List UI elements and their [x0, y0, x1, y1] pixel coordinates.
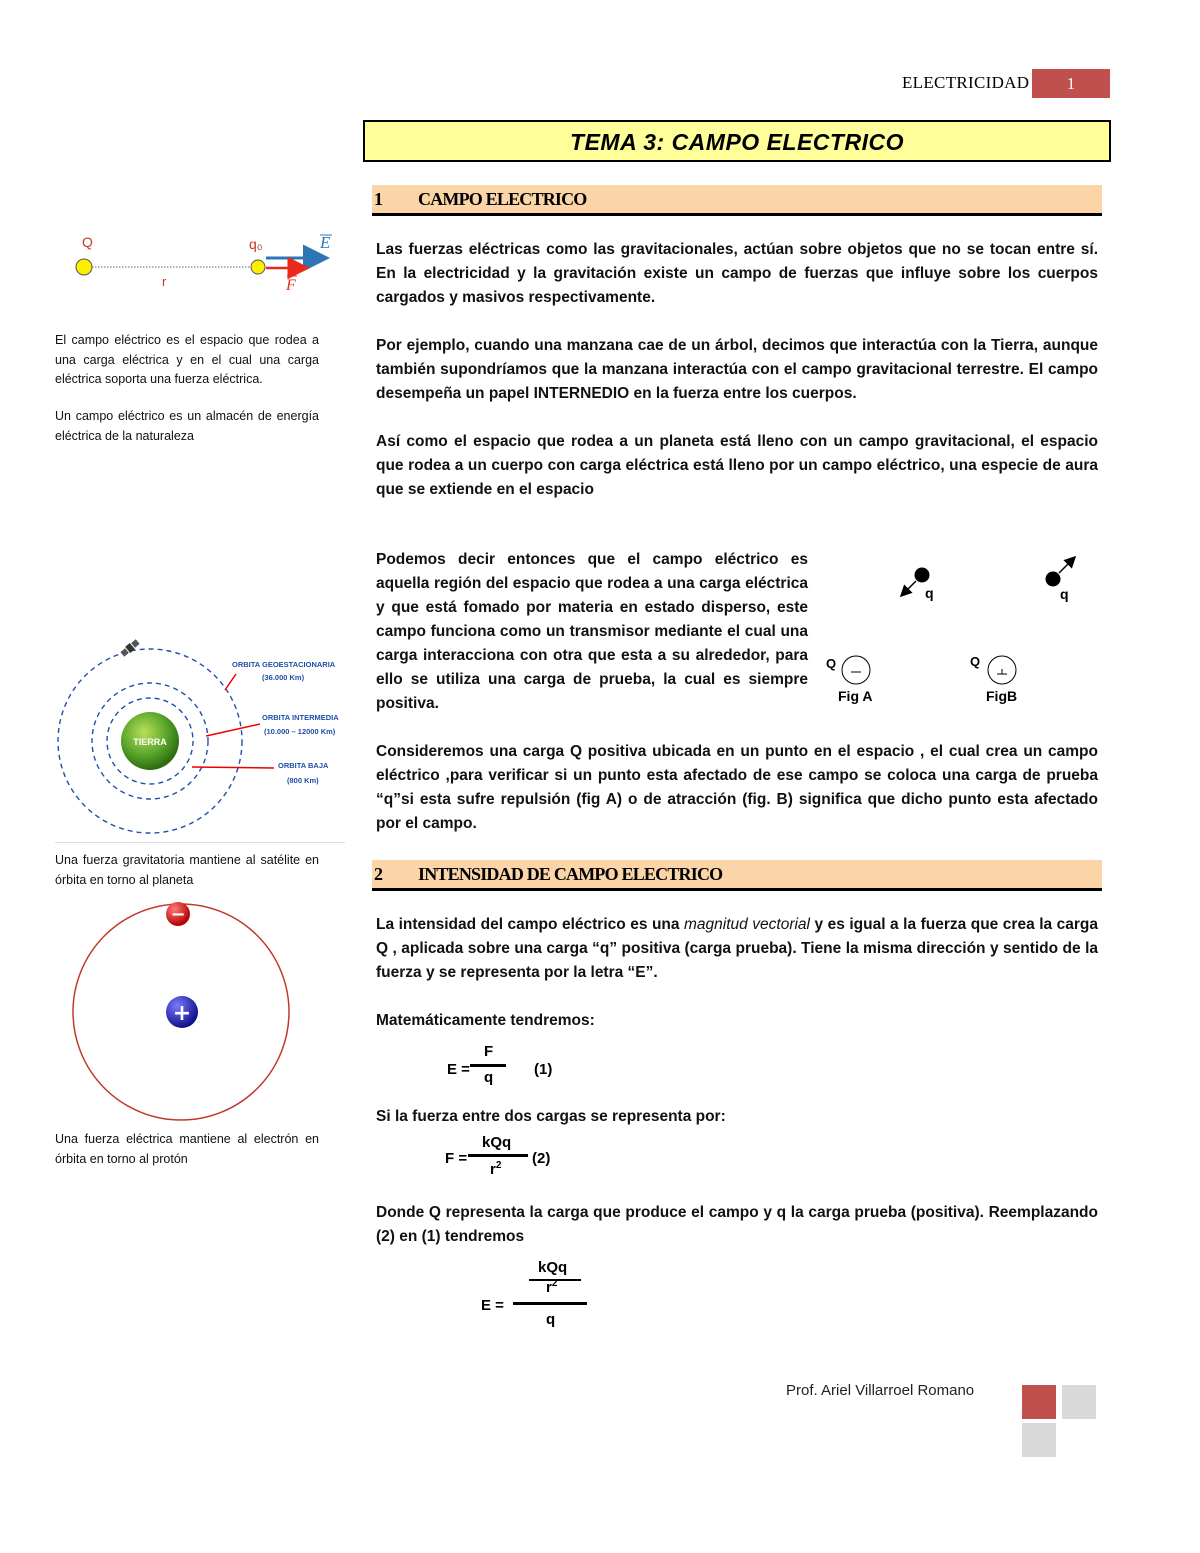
satellite-icon — [120, 639, 140, 658]
formula-1-fraction-line — [470, 1064, 506, 1067]
section-2-p1-start: La intensidad del campo eléctrico es una — [376, 916, 685, 933]
low-orbit-label: ORBITA BAJA — [278, 761, 329, 770]
fig-b-caption: FigB — [986, 688, 1018, 704]
section-2-paragraph-3: Si la fuerza entre dos cargas se representa por: — [376, 1108, 726, 1125]
footer-author: Prof. Ariel Villarroel Romano — [786, 1382, 975, 1399]
repulsion-attraction-diagram — [820, 555, 1090, 715]
section-1-paragraph-1: Las fuerzas eléctricas como las gravitacionales, actúan sobre objetos que no se tocan entre sí. En la electricidad y la gravitación existe un campo de fuerzas que influye sobre los cuerpos cargados y masivos respectivamente. — [376, 241, 1098, 306]
section-2-heading — [372, 860, 1102, 891]
formula-3-r: r — [546, 1279, 552, 1296]
section-1-paragraph-3: Así como el espacio que rodea a un planeta está lleno con un campo gravitacional, el espacio que rodea a un cuerpo con carga eléctrica está lleno por un campo eléctrico, una especie de aura que se extiende en el espacio — [376, 433, 1098, 498]
page-number: 1 — [1032, 69, 1110, 98]
fig-b-q-label: q — [1060, 586, 1069, 602]
footer-square-gray-1 — [1062, 1385, 1096, 1419]
formula-2-denominator — [490, 1160, 501, 1178]
formula-2-lhs: F = — [445, 1150, 468, 1167]
formula-2-exponent: 2 — [495, 1160, 502, 1171]
geostationary-label: ORBITA GEOESTACIONARIA — [232, 660, 336, 669]
test-charge-label: q₀ — [249, 236, 263, 252]
formula-1-tag: (1) — [534, 1061, 553, 1078]
section-2-p1-emphasis: magnitud vectorial — [684, 916, 810, 933]
section-2-p1-end: y es igual a la fuerza que crea la carga Q , aplicada sobre una carga “q” positiva (carga prueba). Tiene la misma dirección y sentido de la fuerza y se representa por la letra “E”. — [376, 916, 1098, 981]
formula-2-tag: (2) — [532, 1150, 551, 1167]
field-vector-label: E — [320, 233, 331, 252]
section-2-paragraph-1 — [376, 913, 1098, 985]
header-title: ELECTRICIDAD — [902, 73, 1030, 92]
formula-3-denominator: q — [546, 1311, 556, 1328]
distance-label: r — [162, 274, 167, 289]
formula-2-numerator: kQq — [482, 1134, 512, 1151]
section-2-number: 2 — [374, 864, 383, 884]
divider — [55, 842, 345, 843]
formula-3-lhs: E = — [481, 1297, 504, 1314]
section-1-heading — [372, 185, 1102, 216]
source-charge — [76, 259, 92, 275]
footer-square-red — [1022, 1385, 1056, 1419]
intermediate-label: ORBITA INTERMEDIA — [262, 713, 339, 722]
section-1-number: 1 — [374, 189, 383, 209]
electron-sign: − — [170, 904, 186, 925]
force-vector-label: F — [286, 277, 296, 294]
intermediate-distance: (10.000 – 12000 Km) — [264, 727, 336, 736]
sidebar-text-2: Un campo eléctrico es un almacén de energía eléctrica de la naturaleza — [55, 409, 319, 443]
fig-b-source-label: Q — [970, 654, 981, 669]
section-2-paragraph-2: Matemáticamente tendremos: — [376, 1012, 595, 1029]
section-1-paragraph-2: Por ejemplo, cuando una manzana cae de un árbol, decimos que interactúa con la Tierra, aunque también supondríamos que la manzana interactúa con el campo gravitacional terrestre. El campo desempeña un papel INTERNEDIO en la fuerza entre los cuerpos. — [376, 337, 1098, 402]
formula-1-lhs: E = — [447, 1061, 470, 1078]
formula-3-exponent: 2 — [551, 1278, 558, 1289]
formula-3-inner-denominator — [546, 1278, 557, 1296]
section-1-paragraph-5: Consideremos una carga Q positiva ubicada en un punto en el espacio , el cual crea un campo eléctrico ,para verificar si un punto esta afectado de ese campo se coloca una carga de prueba “q”si esta sufre repulsión (fig A) o de atracción (fig. B) significa que dicho punto esta afectado por el campo. — [376, 743, 1098, 832]
satellite-orbit-diagram — [50, 630, 350, 842]
section-2-paragraph-4: Donde Q representa la carga que produce el campo y q la carga prueba (positiva). Reemplazando (2) en (1) tendremos — [376, 1204, 1098, 1245]
test-charge — [251, 260, 265, 274]
formula-1-denominator: q — [484, 1069, 494, 1086]
fig-a-source-label: Q — [826, 656, 837, 671]
section-1-title: CAMPO ELECTRICO — [418, 189, 587, 209]
formula-2-r: r — [490, 1161, 496, 1178]
formula-3-main-fraction-line — [513, 1302, 587, 1305]
atom-caption: Una fuerza eléctrica mantiene al electrón en órbita en torno al protón — [55, 1132, 319, 1166]
proton-sign: + — [172, 1001, 192, 1026]
section-2-title: INTENSIDAD DE CAMPO ELECTRICO — [418, 864, 723, 884]
formula-1-numerator: F — [484, 1043, 494, 1060]
formula-2-fraction-line — [468, 1154, 528, 1157]
page-title: TEMA 3: CAMPO ELECTRICO — [363, 120, 1111, 162]
geostationary-distance: (36.000 Km) — [262, 673, 305, 682]
formula-3-inner-numerator: kQq — [538, 1259, 568, 1276]
sidebar-text-1: El campo eléctrico es el espacio que rodea a una carga eléctrica y en el cual una carga eléctrica soporta una fuerza eléctrica. — [55, 333, 319, 386]
fig-a-source-charge — [842, 656, 870, 684]
fig-a-q-label: q — [925, 585, 934, 601]
low-orbit-distance: (800 Km) — [287, 776, 319, 785]
fig-b-test-charge — [1046, 558, 1075, 587]
source-charge-label: Q — [82, 234, 93, 250]
atom-diagram — [60, 897, 320, 1137]
earth-label: TIERRA — [133, 737, 167, 747]
section-1-paragraph-4: Podemos decir entonces que el campo eléctrico es aquella región del espacio que rodea a una carga eléctrica y que está fomado por materia en estado disperso, este campo funciona como un transmisor mediante el cual una carga interacciona con otra que esta a su alrededor, para ello se utiliza una carga de prueba, la cual es siempre positiva. — [376, 551, 808, 712]
field-vector-diagram — [66, 228, 346, 298]
footer-square-gray-2 — [1022, 1423, 1056, 1457]
fig-a-caption: Fig A — [838, 688, 873, 704]
orbit-caption: Una fuerza gravitatoria mantiene al satélite en órbita en torno al planeta — [55, 853, 319, 887]
